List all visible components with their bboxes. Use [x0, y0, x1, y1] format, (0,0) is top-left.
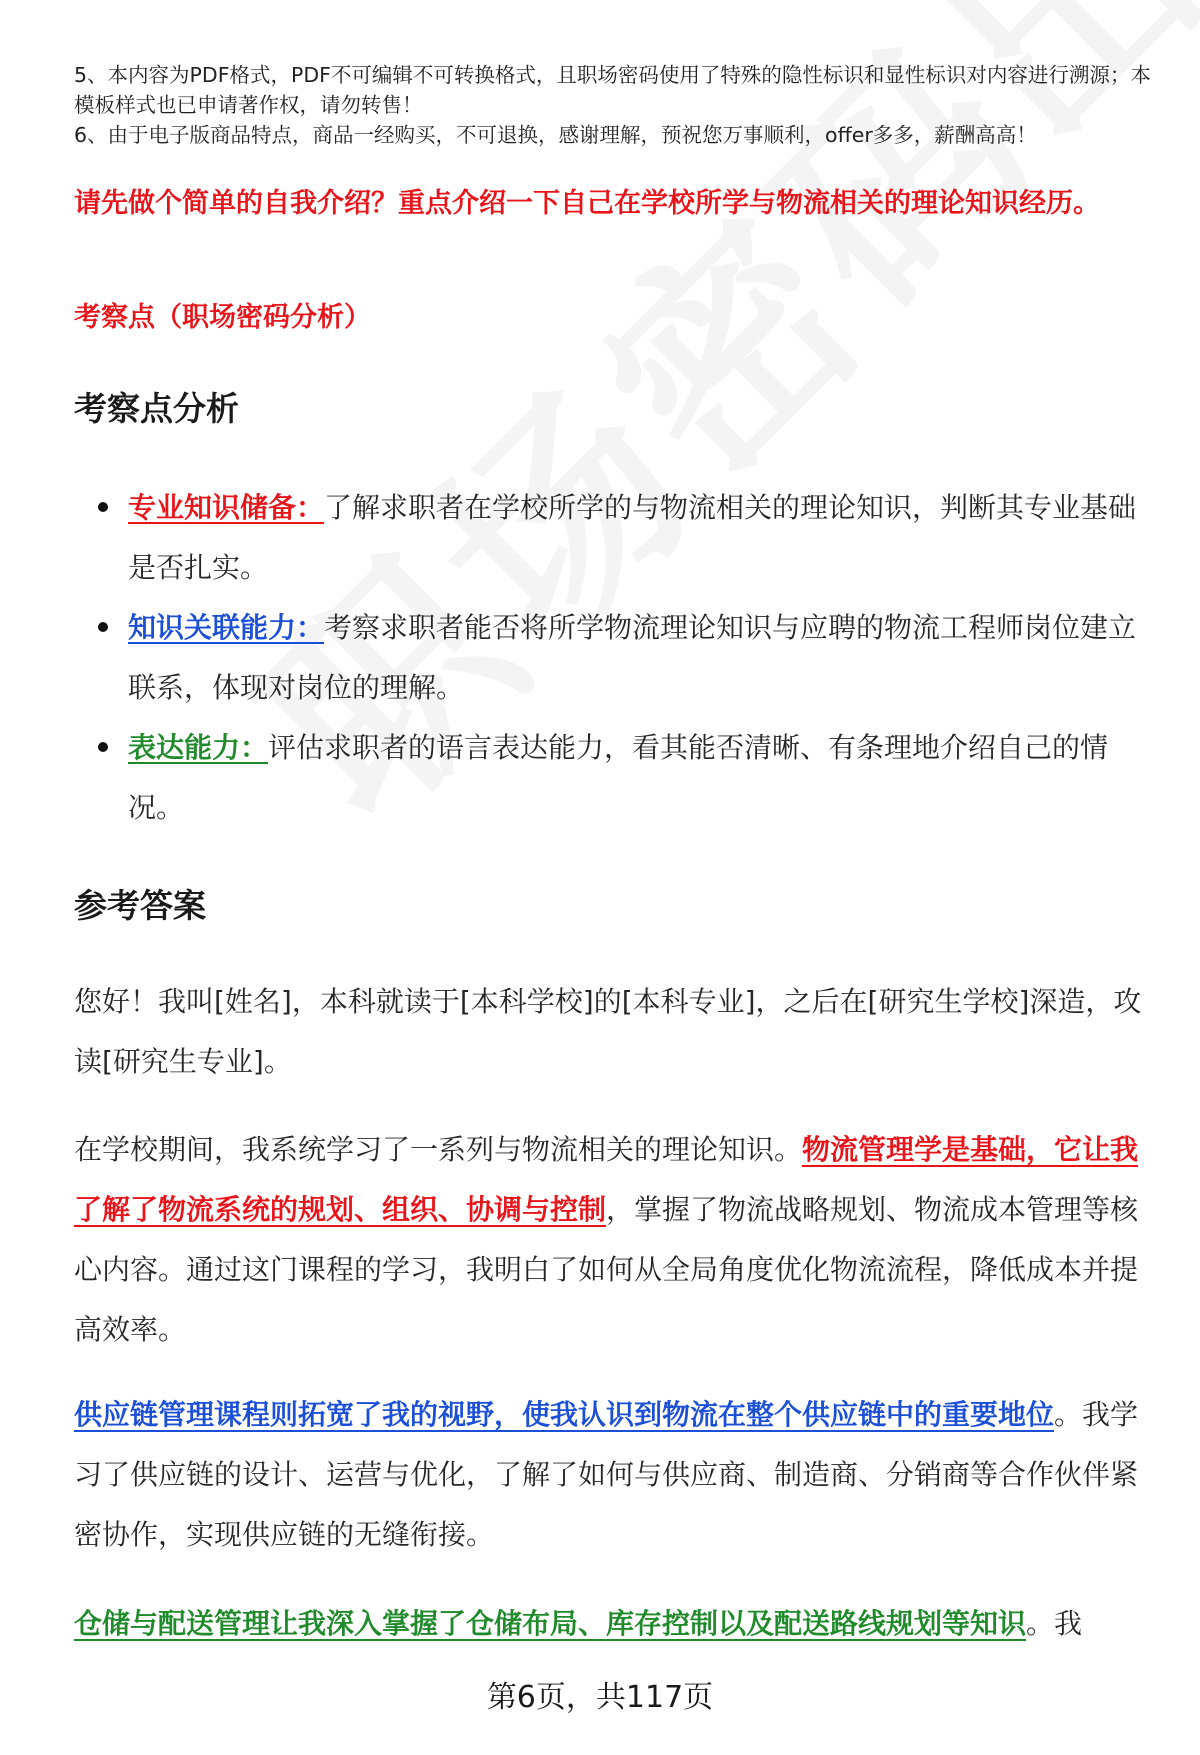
text: 。我 — [1026, 1607, 1083, 1640]
answer-paragraph-4 — [74, 1594, 1154, 1654]
answer-heading: 参考答案 — [74, 886, 206, 925]
list-item — [74, 478, 1154, 598]
answer-paragraph-1: 您好！我叫[姓名]，本科就读于[本科学校]的[本科专业]，之后在[研究生学校]深造，攻读[研究生专业]。 — [74, 985, 1142, 1078]
list-item — [74, 598, 1154, 718]
keyword: 表达能力： — [128, 731, 269, 764]
key-points-title: 考察点（职场密码分析） — [74, 302, 371, 333]
analysis-heading: 考察点分析 — [74, 389, 239, 428]
notes — [74, 60, 1164, 150]
note-5: 5、本内容为PDF格式，PDF不可编辑不可转换格式，且职场密码使用了特殊的隐性标识和显性标识对内容进行溯源；本模板样式也已申请著作权，请勿转售！ — [74, 63, 1151, 117]
item-text: 考察求职者能否将所学物流理论知识与应聘的物流工程师岗位建立联系，体现对岗位的理解。 — [128, 611, 1137, 704]
text: 。我学习了供应链的设计、运营与优化，了解了如何与供应商、制造商、分销商等合作伙伴紧密协作，实现供应链的无缝衔接。 — [74, 1398, 1139, 1551]
page-number: 第6页，共117页 — [486, 1680, 714, 1715]
item-text: 评估求职者的语言表达能力，看其能否清晰、有条理地介绍自己的情况。 — [128, 731, 1109, 824]
keyword: 专业知识储备： — [128, 491, 325, 524]
item-text: 了解求职者在学校所学的与物流相关的理论知识，判断其专业基础是否扎实。 — [128, 491, 1137, 584]
analysis-list — [74, 478, 1154, 838]
list-item — [74, 718, 1154, 838]
note-6: 6、由于电子版商品特点，商品一经购买，不可退换，感谢理解，预祝您万事顺利，offer多多，薪酬高高！ — [74, 123, 1037, 147]
text: 在学校期间，我系统学习了一系列与物流相关的理论知识。 — [74, 1133, 803, 1166]
highlight: 物流管理学是基础，它让我了解了物流系统的规划、组织、协调与控制 — [74, 1133, 1139, 1226]
answer-paragraph-3 — [74, 1385, 1154, 1565]
text: ，掌握了物流战略规划、物流成本管理等核心内容。通过这门课程的学习，我明白了如何从全局角度优化物流流程，降低成本并提高效率。 — [74, 1193, 1139, 1346]
answer-paragraph-2 — [74, 1120, 1154, 1360]
keyword: 知识关联能力： — [128, 611, 325, 644]
highlight: 供应链管理课程则拓宽了我的视野，使我认识到物流在整个供应链中的重要地位 — [74, 1398, 1055, 1431]
interview-question: 请先做个简单的自我介绍？重点介绍一下自己在学校所学与物流相关的理论知识经历。 — [74, 188, 1100, 219]
highlight: 仓储与配送管理让我深入掌握了仓储布局、库存控制以及配送路线规划等知识 — [74, 1607, 1027, 1640]
